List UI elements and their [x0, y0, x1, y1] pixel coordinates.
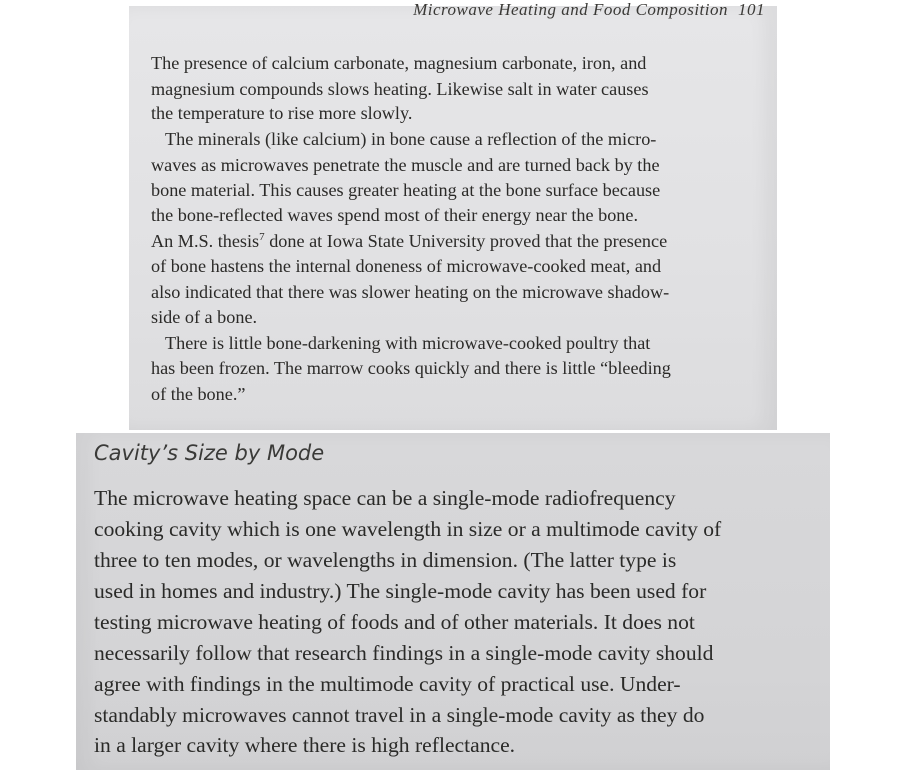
text-line: in a larger cavity where there is high reflectance. [94, 733, 516, 757]
top-page-scan [129, 0, 777, 430]
running-head [413, 0, 765, 20]
text-line: the bone-reflected waves spend most of their energy near the bone. [151, 205, 639, 225]
bottom-page-scan [76, 433, 830, 770]
text-line-with-footnote [151, 230, 667, 252]
footnote-marker: 7 [259, 230, 265, 243]
text-line: magnesium compounds slows heating. Likewise salt in water causes [151, 79, 649, 99]
text-line: bone material. This causes greater heating at the bone surface because [151, 180, 661, 200]
section-heading: Cavity’s Size by Mode [94, 441, 325, 465]
text-line: standably microwaves cannot travel in a single-mode cavity as they do [94, 703, 705, 727]
text-line: waves as microwaves penetrate the muscle and are turned back by the [151, 155, 660, 175]
thesis-text: An M.S. thesis [151, 231, 260, 251]
text-line: agree with findings in the multimode cavity of practical use. Under- [94, 672, 681, 696]
text-line: the temperature to rise more slowly. [151, 103, 413, 123]
text-line: of the bone.” [151, 384, 246, 404]
text-line: The microwave heating space can be a single-mode radiofrequency [94, 486, 676, 510]
page-number: 101 [738, 0, 765, 19]
text-line: side of a bone. [151, 307, 258, 327]
text-line: necessarily follow that research findings in a single-mode cavity should [94, 641, 714, 665]
text-line: There is little bone-darkening with microwave-cooked poultry that [165, 333, 651, 353]
text-line: The presence of calcium carbonate, magnesium carbonate, iron, and [151, 53, 647, 73]
text-line: of bone hastens the internal doneness of microwave-cooked meat, and [151, 256, 662, 276]
text-line: also indicated that there was slower heating on the microwave shadow- [151, 282, 670, 302]
text-line: testing microwave heating of foods and of other materials. It does not [94, 610, 695, 634]
text-line: cooking cavity which is one wavelength in size or a multimode cavity of [94, 517, 722, 541]
text-line: three to ten modes, or wavelengths in dimension. (The latter type is [94, 548, 677, 572]
thesis-text-rest: done at Iowa State University proved that the presence [264, 231, 668, 251]
running-head-title: Microwave Heating and Food Composition [413, 0, 728, 19]
text-line: used in homes and industry.) The single-mode cavity has been used for [94, 579, 707, 603]
text-line: has been frozen. The marrow cooks quickly and there is little “bleeding [151, 358, 671, 378]
text-line: The minerals (like calcium) in bone cause a reflection of the micro- [165, 129, 657, 149]
